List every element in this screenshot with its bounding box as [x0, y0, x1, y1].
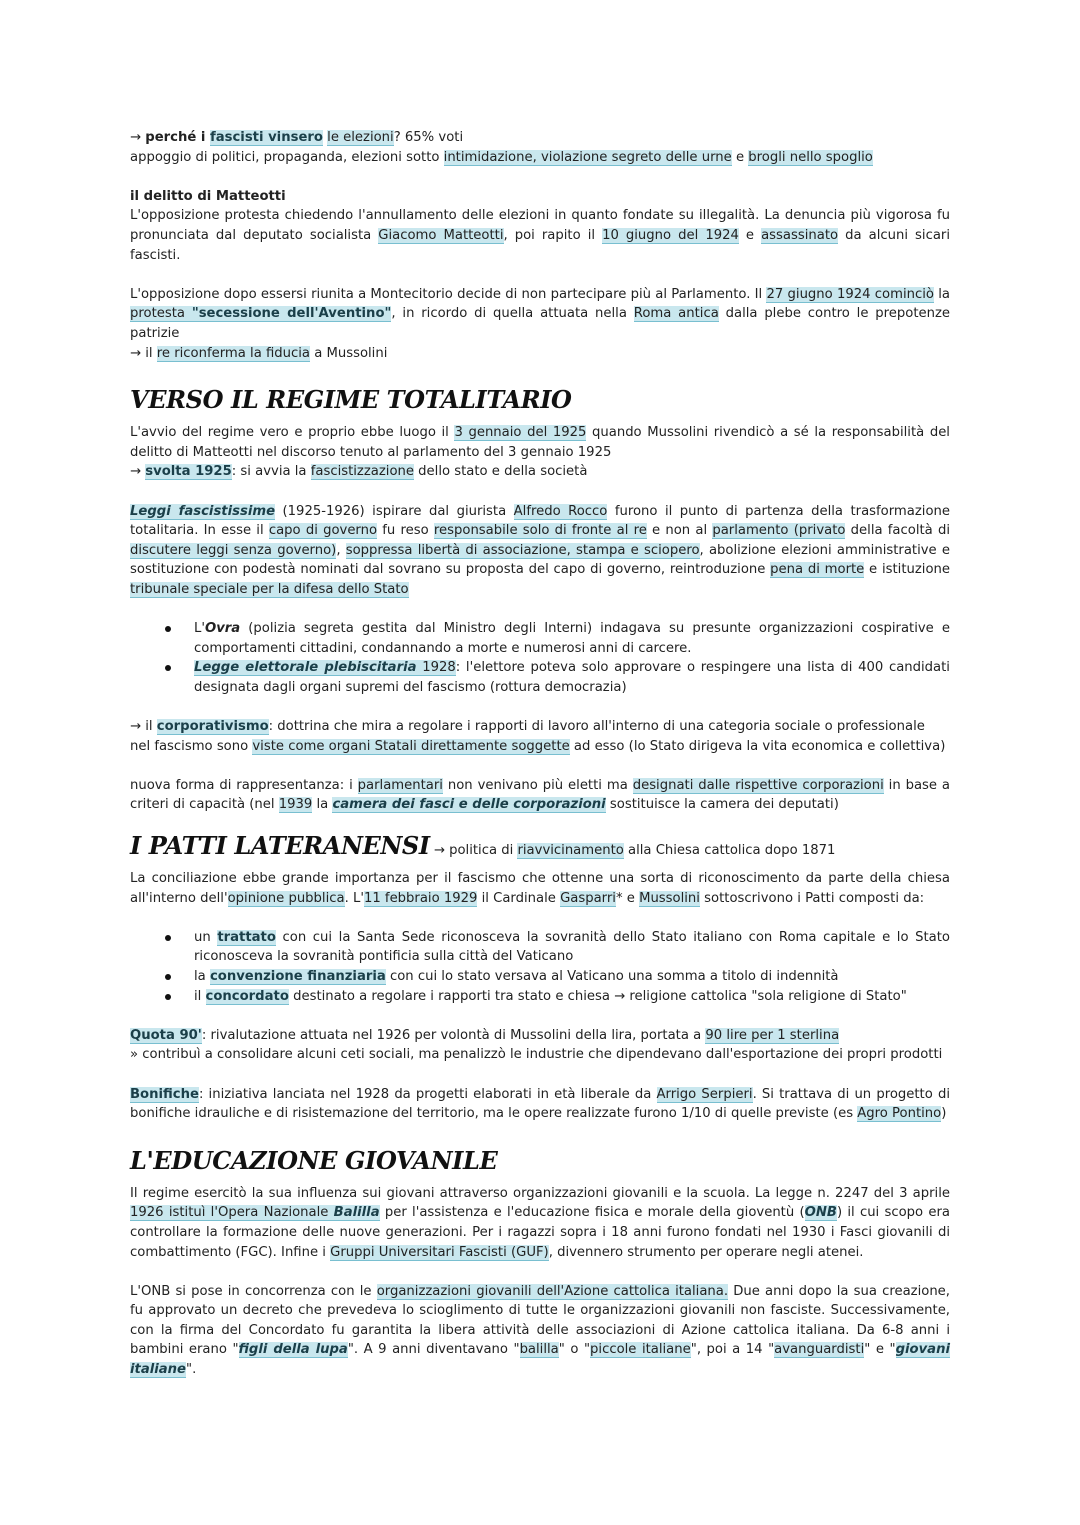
list-item-trattato: un trattato con cui la Santa Sede riconosceva la sovranità dello Stato italiano con Roma capitale e lo Stato riconosceva la sovranità pontificia sulla città del Vaticano	[194, 928, 950, 967]
document-page	[130, 128, 950, 1380]
regime-paragraph-2: → svolta 1925: si avvia la fascistizzazione dello stato e della società	[130, 464, 588, 480]
educazione-paragraph-2: L'ONB si pose in concorrenza con le organizzazioni giovanili dell'Azione cattolica italiana. Due anni dopo la sua creazione, fu approvato un decreto che prevedeva lo scioglimento di tutte le organizzazioni giovanili non fasciste. Successivamente, con la firma del Concordato fu garantita la libera attività delle associazioni di Azione cattolica italiana. Da 6-8 anni i bambini erano "figli della lupa". A 9 anni diventavano "balilla" o "piccole italiane", poi a 14 "avanguardisti" e "giovani italiane".	[130, 1283, 950, 1378]
matteotti-paragraph-2: L'opposizione dopo essersi riunita a Montecitorio decide di non partecipare più al Parlamento. Il 27 giugno 1924 cominciò la protesta "secessione dell'Aventino", in ricordo di quella attuata nella Roma antica dalla plebe contro le prepotenze patrizie	[130, 286, 951, 341]
matteotti-title: il delitto di Matteotti	[130, 188, 286, 204]
list-item-concordato: il concordato destinato a regolare i rapporti tra stato e chiesa → religione cattolica "sola religione di Stato"	[194, 987, 950, 1007]
list-item-ovra: L'Ovra (polizia segreta gestita dal Ministro degli Interni) indagava su presunte organizzazioni cospirative e comportamenti cittadini, condannando a morte e numerosi anni di carcere.	[194, 619, 950, 658]
regime-bullet-list	[130, 619, 950, 697]
bonifiche-paragraph: Bonifiche: iniziativa lanciata nel 1928 da progetti elaborati in età liberale da Arrigo Serpieri. Si trattava di un progetto di bonifiche idrauliche e di risistemazione del territorio, ma le opere realizzate furono 1/10 di quelle previste (es Agro Pontino)	[130, 1086, 950, 1122]
patti-paragraph-1: La conciliazione ebbe grande importanza per il fascismo che ottenne una sorta di riconoscimento da parte della chiesa all'interno dell'opinione pubblica. L'11 febbraio 1929 il Cardinale Gasparri* e Mussolini sottoscrivono i Patti composti da:	[130, 871, 950, 906]
list-item-convenzione: la convenzione finanziaria con cui lo stato versava al Vaticano una somma a titolo di indennità	[194, 967, 950, 987]
arrow-icon: →	[130, 130, 146, 145]
list-item-legge-elettorale: Legge elettorale plebiscitaria 1928: l'elettore poteva solo approvare o respingere una lista di 400 candidati designata dagli organi supremi del fascismo (rottura democrazia)	[194, 658, 950, 697]
corporativismo-paragraph: → il corporativismo: dottrina che mira a regolare i rapporti di lavoro all'interno di una categoria sociale o professionale nel fascismo sono viste come organi Statali direttamente soggette ad esso (lo Stato dirigeva la vita economica e collettiva)	[130, 719, 946, 754]
rappresentanza-paragraph: nuova forma di rappresentanza: i parlamentari non venivano più eletti ma designati dalle rispettive corporazioni in base a criteri di capacità (nel 1939 la camera dei fasci e delle corporazioni sostituisce la camera dei deputati)	[130, 777, 951, 813]
heading-patti: I PATTI LATERANENSI	[130, 831, 430, 860]
leggi-fascistissime-paragraph: Leggi fascistissime (1925-1926) ispirare dal giurista Alfredo Rocco furono il punto di partenza della trasformazione totalitaria. In esse il capo di governo fu reso responsabile solo di fronte al re e non al parlamento (privato della facoltà di discutere leggi senza governo), soppressa libertà di associazione, stampa e sciopero, abolizione elezioni amministrative e sostituzione con podestà nominati dal sovrano su proposta del capo di governo, reintroduzione pena di morte e istituzione tribunale speciale per la difesa dello Stato	[130, 503, 950, 597]
heading-educazione: L'EDUCAZIONE GIOVANILE	[130, 1145, 498, 1175]
quota-90-paragraph: Quota 90': rivalutazione attuata nel 1926 per volontà di Mussolini della lira, portata a 90 lire per 1 sterlina » contribuì a consolidare alcuni ceti sociali, ma penalizzò le industrie che dipendevano dall'esportazione dei propri prodotti	[130, 1027, 943, 1063]
election-question: → perché i fascisti vinsero le elezioni? 65% voti	[130, 130, 464, 145]
election-reasons: appoggio di politici, propaganda, elezioni sotto intimidazione, violazione segreto delle urne e brogli nello spoglio	[130, 149, 873, 165]
patti-bullet-list	[130, 928, 950, 1006]
regime-paragraph-1: L'avvio del regime vero e proprio ebbe luogo il 3 gennaio del 1925 quando Mussolini rivendicò a sé la responsabilità del delitto di Matteotti nel discorso tenuto al parlamento del 3 gennaio 1925	[130, 425, 950, 460]
patti-heading-row: I PATTI LATERANENSI → politica di riavvicinamento alla Chiesa cattolica dopo 1871	[130, 831, 836, 860]
educazione-paragraph-1: Il regime esercitò la sua influenza sui giovani attraverso organizzazioni giovanili e la scuola. La legge n. 2247 del 3 aprile 1926 istituì l'Opera Nazionale Balilla per l'assistenza e l'educazione fisica e morale della gioventù (ONB) il cui scopo era controllare la formazione delle nuove generazioni. Per i ragazzi sopra i 18 anni furono fondati nel 1930 i Fasci giovanili di combattimento (FGC). Infine i Gruppi Universitari Fascisti (GUF), divennero strumento per operare negli atenei.	[130, 1185, 950, 1260]
heading-regime: VERSO IL REGIME TOTALITARIO	[130, 385, 572, 415]
matteotti-paragraph-3: → il re riconferma la fiducia a Mussolini	[130, 345, 388, 361]
matteotti-paragraph-1: L'opposizione protesta chiedendo l'annullamento delle elezioni in quanto fondate su illegalità. La denuncia più vigorosa fu pronunciata dal deputato socialista Giacomo Matteotti, poi rapito il 10 giugno del 1924 e assassinato da alcuni sicari fascisti.	[130, 208, 950, 263]
